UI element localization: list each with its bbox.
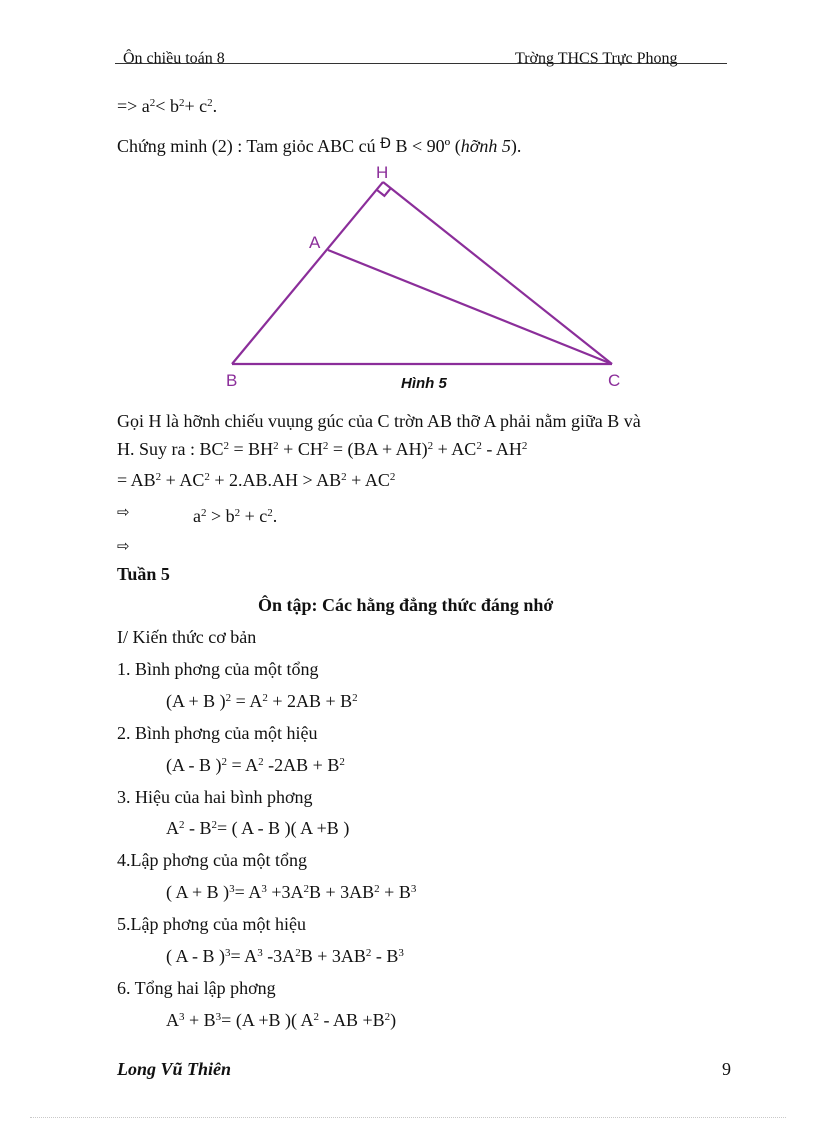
- text-line-5: = $AB^2 + AC^2 + 2.AB.AH > AB^2 + AC^2$: [117, 470, 396, 490]
- text-line-2: Chứng minh (2) : Tam giỏc ABC cú $^Ð$ B < 90º (hỡnh 5).: [117, 136, 522, 156]
- implies-arrow-icon: ⇨: [117, 503, 130, 521]
- identity-2-title: 2. Bình phơng của một hiệu: [117, 723, 318, 743]
- text-line-6: $a^2 > b^2 + c^2$.: [193, 506, 278, 526]
- implies-arrow-icon-2: ⇨: [117, 537, 130, 555]
- angle-symbol: Ð: [380, 136, 392, 152]
- week-heading: Tuần 5: [117, 564, 170, 584]
- header-rule: [115, 63, 727, 64]
- figure-caption: Hình 5: [401, 375, 447, 392]
- identity-5-title: 5.Lập phơng của một hiệu: [117, 914, 306, 934]
- identity-6-formula: $A^3 + B^3= (A +B$ )( $A^2$ - AB $+B^2$): [166, 1010, 397, 1030]
- footer-author: Long Vũ Thiên: [117, 1059, 232, 1079]
- identity-5-formula: ( A - B )$^3= A^3$ $-3A^2B + 3AB^2 - B^3$: [166, 946, 404, 966]
- page-number: 9: [722, 1059, 731, 1079]
- line-BH: [232, 182, 383, 364]
- identity-4-formula: ( A + B )$^3= A^3 +3A^2B + 3AB^2 + B^3$: [166, 882, 417, 902]
- label-A: A: [309, 233, 321, 252]
- section-title: Ôn tập: Các hằng đẳng thức đáng nhớ: [258, 595, 554, 615]
- text-line-4: H. Suy ra : $BC^2 = BH^2 + CH^2 = (BA + AH)^2 + AC^2 - AH^2$: [117, 439, 528, 459]
- identity-2-formula: (A - B )$^2 = A^2$ $-2AB + B^2$: [166, 755, 345, 775]
- label-C: C: [608, 371, 621, 390]
- figure-hinh-5: [220, 160, 640, 395]
- label-B: B: [226, 371, 238, 390]
- identity-4-title: 4.Lập phơng của một tổng: [117, 850, 307, 870]
- identity-3-formula: $A^2 - B^2=$ ( A - B )( A +B ): [166, 818, 350, 838]
- page-bottom-border: [30, 1117, 786, 1118]
- header-right: Trờng THCS Trực Phong: [515, 50, 678, 67]
- label-H: H: [376, 163, 389, 182]
- header-left: Ôn chiều toán 8: [123, 50, 225, 67]
- identity-1-title: 1. Bình phơng của một tổng: [117, 659, 319, 679]
- identity-3-title: 3. Hiệu của hai bình phơng: [117, 787, 313, 807]
- text-line-3: Gọi H là hỡnh chiếu vuụng gúc của C trờn AB thỡ A phải nằm giữa B và: [117, 411, 641, 431]
- right-angle-mark: [377, 188, 391, 196]
- subheading: I/ Kiến thức cơ bản: [117, 627, 257, 647]
- line-HC: [383, 182, 612, 364]
- identity-1-formula: (A + B )$^2 = A^2 + 2AB + B^2$: [166, 691, 358, 711]
- line-AC: [328, 250, 612, 364]
- text-line-1: => $a^2< b^2+ c^2$.: [117, 96, 218, 116]
- identity-6-title: 6. Tổng hai lập phơng: [117, 978, 276, 998]
